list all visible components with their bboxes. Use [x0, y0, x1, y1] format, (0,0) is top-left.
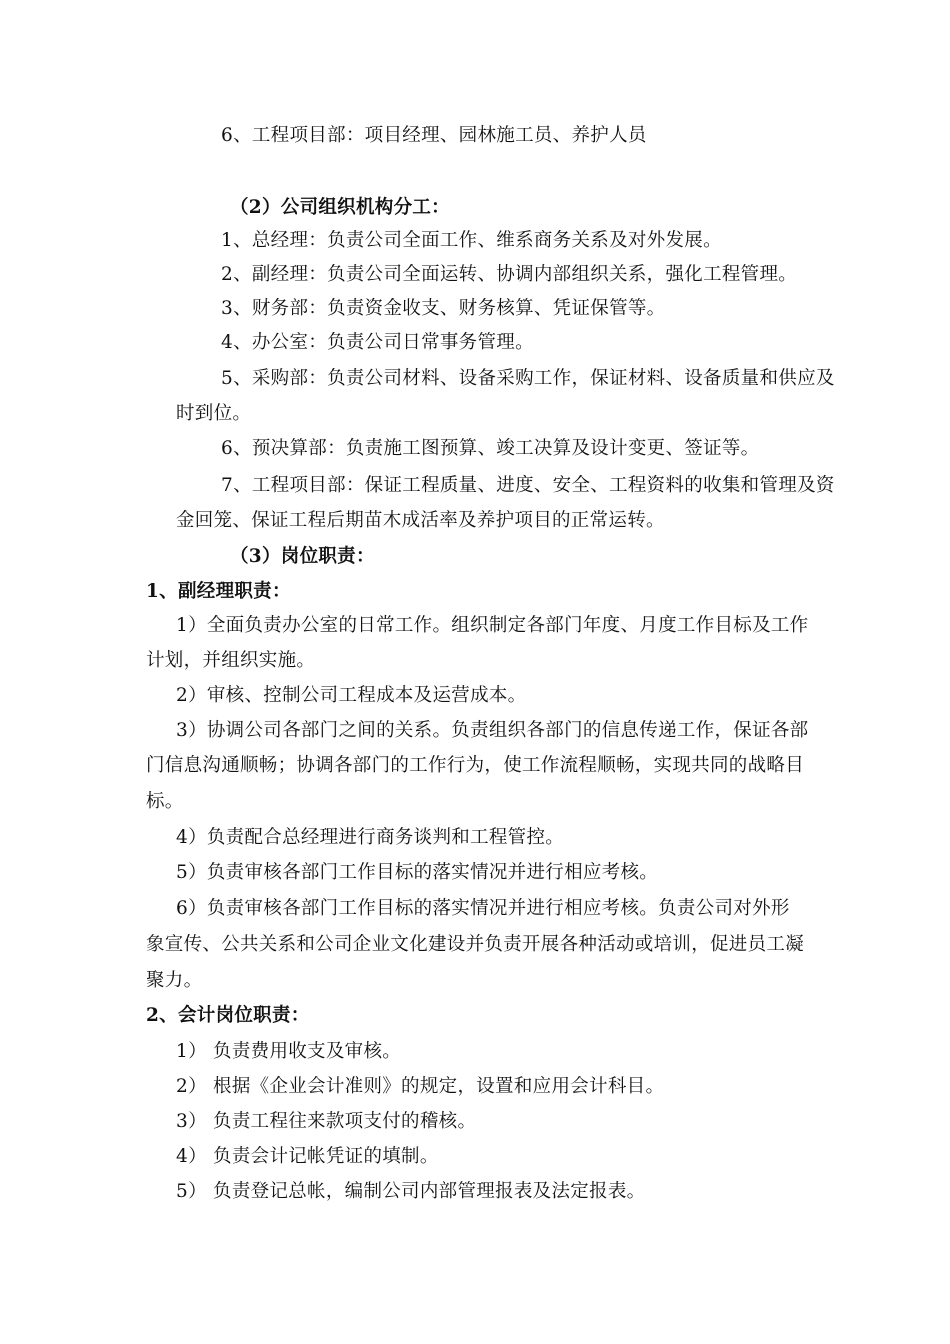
accounting-duty-5: 5） 负责登记总帐，编制公司内部管理报表及法定报表。	[176, 1181, 646, 1202]
deputy-duty-3-line1: 3）协调公司各部门之间的关系。负责组织各部门的信息传递工作，保证各部	[176, 720, 809, 741]
deputy-duty-5: 5）负责审核各部门工作目标的落实情况并进行相应考核。	[176, 862, 659, 883]
section2-item-6: 6、预决算部：负责施工图预算、竣工决算及设计变更、签证等。	[221, 438, 760, 459]
intro-line: 6、工程项目部：项目经理、园林施工员、养护人员	[221, 125, 647, 146]
section2-heading: （2）公司组织机构分工：	[230, 197, 450, 218]
deputy-duty-6-line2: 象宣传、公共关系和公司企业文化建设并负责开展各种活动或培训，促进员工凝	[146, 934, 805, 955]
accounting-duty-1: 1） 负责费用收支及审核。	[176, 1041, 402, 1062]
deputy-duty-4: 4）负责配合总经理进行商务谈判和工程管控。	[176, 827, 565, 848]
section2-item-5-line2: 时到位。	[176, 403, 252, 424]
deputy-duty-1-line1: 1）全面负责办公室的日常工作。组织制定各部门年度、月度工作目标及工作	[176, 615, 809, 636]
accounting-duty-4: 4） 负责会计记帐凭证的填制。	[176, 1146, 439, 1167]
accounting-duty-3: 3） 负责工程往来款项支付的稽核。	[176, 1111, 477, 1132]
section2-item-2: 2、副经理：负责公司全面运转、协调内部组织关系，强化工程管理。	[221, 264, 798, 285]
deputy-duty-6-line3: 聚力。	[146, 970, 203, 991]
deputy-duty-1-line2: 计划，并组织实施。	[146, 650, 316, 671]
deputy-duty-3-line2: 门信息沟通顺畅；协调各部门的工作行为，使工作流程顺畅，实现共同的战略目	[146, 755, 805, 776]
deputy-duty-3-line3: 标。	[146, 791, 184, 812]
accounting-duty-2: 2） 根据《企业会计准则》的规定，设置和应用会计科目。	[176, 1076, 665, 1097]
section2-item-3: 3、财务部：负责资金收支、财务核算、凭证保管等。	[221, 298, 666, 319]
deputy-duty-2: 2）审核、控制公司工程成本及运营成本。	[176, 685, 527, 706]
section2-item-7-line1: 7、工程项目部：保证工程质量、进度、安全、工程资料的收集和管理及资	[221, 475, 835, 496]
deputy-title: 1、副经理职责：	[146, 581, 291, 602]
section2-item-4: 4、办公室：负责公司日常事务管理。	[221, 332, 534, 353]
section2-item-5-line1: 5、采购部：负责公司材料、设备采购工作，保证材料、设备质量和供应及	[221, 368, 835, 389]
section3-heading: （3）岗位职责：	[230, 546, 375, 567]
section2-item-7-line2: 金回笼、保证工程后期苗木成活率及养护项目的正常运转。	[176, 510, 665, 531]
deputy-duty-6-line1: 6）负责审核各部门工作目标的落实情况并进行相应考核。负责公司对外形	[176, 898, 790, 919]
section2-item-1: 1、总经理：负责公司全面工作、维系商务关系及对外发展。	[221, 230, 722, 251]
accounting-title: 2、会计岗位职责：	[146, 1005, 310, 1026]
